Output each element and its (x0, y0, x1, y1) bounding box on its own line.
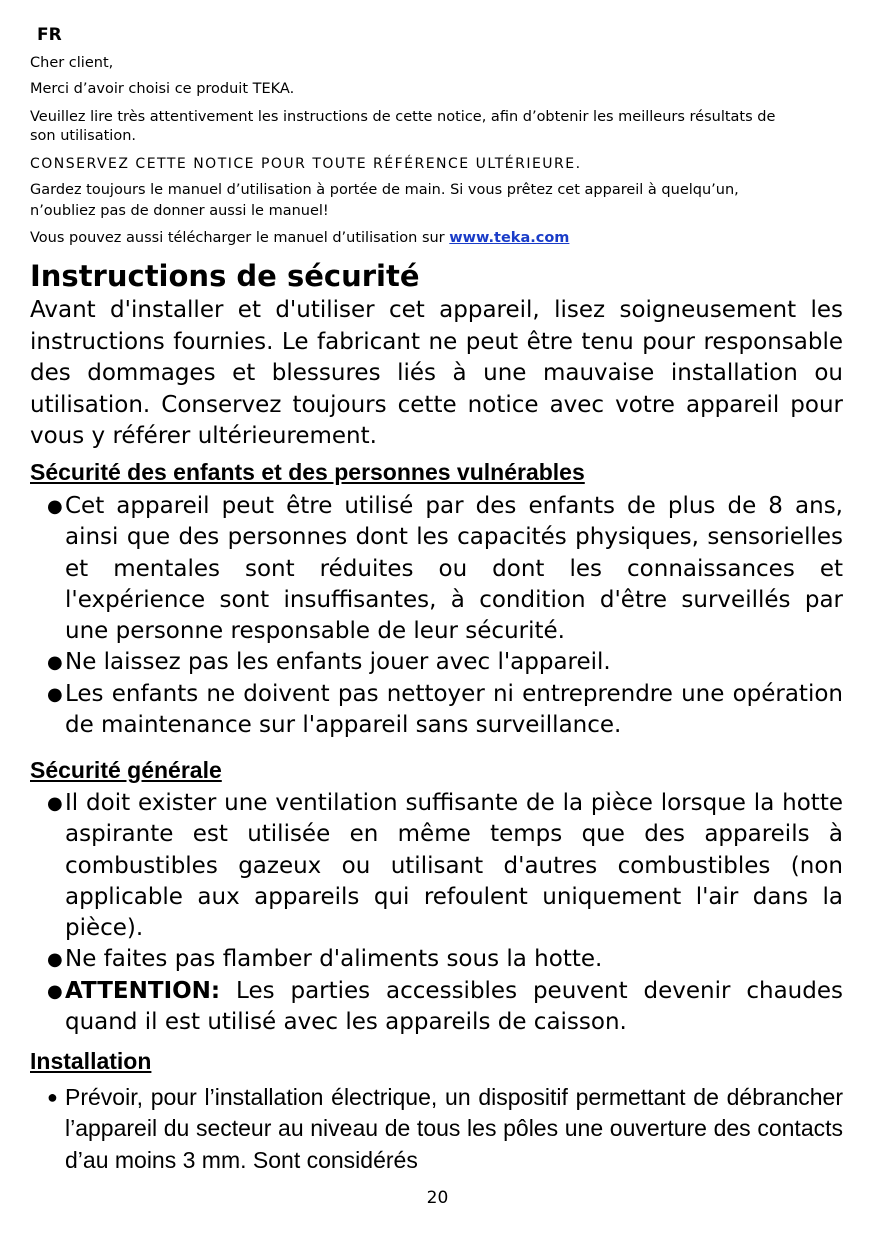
keep-notice-text: CONSERVEZ CETTE NOTICE POUR TOUTE RÉFÉRENCE ULTÉRIEURE. (30, 156, 582, 172)
greeting: Cher client, (30, 55, 114, 71)
page-number: 20 (426, 1188, 449, 1208)
download-line (30, 229, 830, 247)
bullet-icon: ● (47, 1087, 58, 1107)
attention-text: Les parties accessibles peuvent devenir chaudes quand il est utilisé avec les appareils de caisson. (65, 977, 843, 1036)
list-item: ● Cet appareil peut être utilisé par des enfants de plus de 8 ans, ainsi que des personnes dont les capacités physiques, sensorielles et mentales sont réduites ou dont les connaissances et l'expérience sont insuffisantes, à condition d'être surveillés par une personne responsable de leur sécurité. (47, 493, 843, 645)
lend-manual-line-1: Gardez toujours le manuel d’utilisation à portée de main. Si vous prêtez cet appareil à quelqu’un, (30, 182, 739, 198)
language-label: FR (37, 25, 62, 45)
bullet-icon: ● (47, 793, 63, 814)
read-instructions-line-1: Veuillez lire très attentivement les instructions de cette notice, afin d’obtenir les meilleurs résultats de (30, 109, 776, 125)
installation-title: Installation (30, 1048, 152, 1074)
list-item: ● Prévoir, pour l’installation électrique, un dispositif permettant de débrancher l’appareil du secteur au niveau de tous les pôles une ouverture des contacts d’au moins 3 mm. Sont considérés (47, 1084, 843, 1173)
teka-website-link[interactable]: www.teka.com (449, 230, 570, 246)
children-safety-title: Sécurité des enfants et des personnes vulnérables (30, 459, 585, 485)
read-instructions-line-2: son utilisation. (30, 128, 137, 144)
children-safety-list (30, 491, 843, 741)
list-item: ● Les enfants ne doivent pas nettoyer ni entreprendre une opération de maintenance sur l'appareil sans surveillance. (47, 680, 843, 739)
download-text: Vous pouvez aussi télécharger le manuel d’utilisation sur (30, 230, 450, 246)
installation-list (30, 1082, 843, 1176)
bullet-icon: ● (47, 652, 63, 674)
safety-paragraph: Avant d'installer et d'utiliser cet appareil, lisez soigneusement les instructions fournies. Le fabricant ne peut être tenu pour responsable des dommages et blessures liés à une mauvaise installation ou utilisation. Conservez toujours cette notice avec votre appareil pour vous y référer ultérieurement. (30, 297, 843, 449)
list-item: ● Il doit exister une ventilation suffisante de la pièce lorsque la hotte aspirante est utilisée en même temps que des appareils à combustibles gazeux ou utilisant d'autres combustibles (non applicable aux appareils qui refoulent uniquement l'air dans la pièce). (47, 790, 843, 942)
bullet-icon: ● (47, 980, 63, 1002)
list-item (30, 976, 843, 1039)
safety-instructions-title: Instructions de sécurité (30, 259, 420, 293)
bullet-icon: ● (47, 683, 63, 705)
lend-manual-line-2: n’oubliez pas de donner aussi le manuel! (30, 203, 329, 219)
list-item: ● Ne laissez pas les enfants jouer avec l'appareil. (30, 647, 843, 678)
general-safety-title: Sécurité générale (30, 757, 222, 783)
thanks-text: Merci d’avoir choisi ce produit TEKA. (30, 81, 295, 97)
general-safety-list (30, 788, 843, 1038)
attention-label: ATTENTION: (65, 977, 221, 1004)
bullet-icon: ● (47, 496, 63, 517)
list-item: ● Ne faites pas flamber d'aliments sous la hotte. (30, 944, 843, 975)
bullet-icon: ● (47, 949, 63, 971)
